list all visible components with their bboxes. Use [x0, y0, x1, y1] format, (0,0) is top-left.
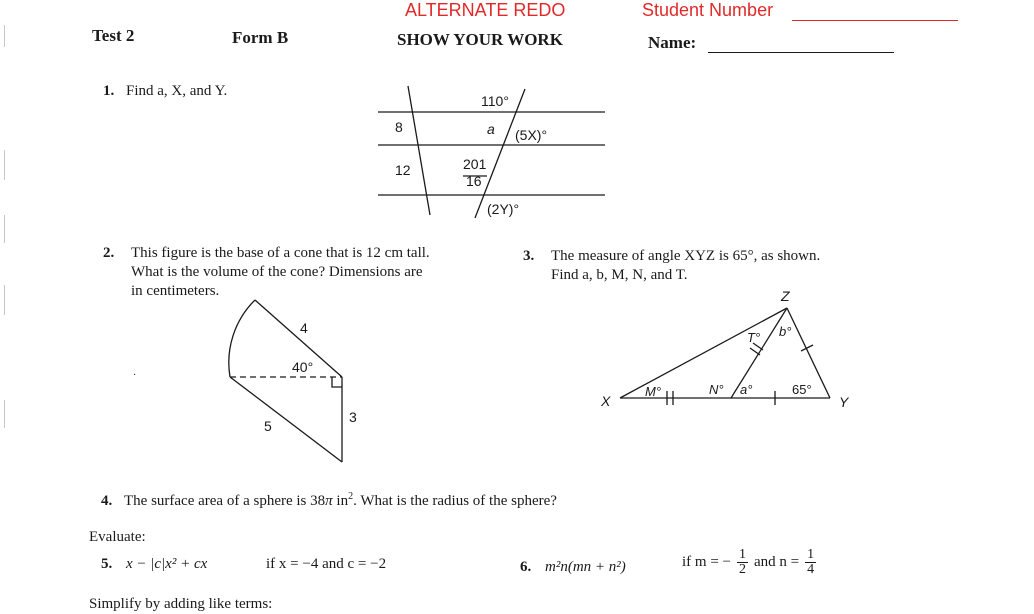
q6 [520, 558, 626, 577]
alternate-redo-label: ALTERNATE REDO [405, 0, 566, 20]
q1-figure [375, 82, 610, 222]
n-denominator: 4 [807, 562, 815, 577]
margin-mark [4, 285, 5, 315]
test-label: Test 2 [92, 26, 135, 45]
q4 [101, 487, 557, 511]
q2-line: in centimeters. [131, 283, 220, 299]
angle-b: b° [779, 324, 792, 339]
q4-text-after: . What is the radius of the sphere? [353, 493, 557, 509]
q3-line: The measure of angle XYZ is 65°, as shown. [551, 248, 821, 264]
q5-number: 5. [101, 556, 113, 572]
q5 [101, 555, 207, 574]
q6-number: 6. [520, 559, 532, 575]
angle-65: 65° [792, 382, 812, 397]
fraction-denominator: 16 [466, 173, 482, 189]
angle-40: 40° [292, 359, 314, 375]
margin-mark [4, 215, 5, 243]
angle-m: M° [645, 384, 662, 399]
q1 [103, 82, 227, 101]
margin-mark [4, 150, 5, 180]
length-12: 12 [395, 162, 411, 178]
fraction-numerator: 201 [463, 156, 487, 172]
q2-line: What is the volume of the cone? Dimensions are [131, 264, 423, 280]
q6-and-n: and n = [754, 554, 800, 570]
evaluate-label: Evaluate: [89, 529, 146, 545]
sector-arc [229, 300, 255, 377]
q3 [523, 247, 534, 266]
q2-line: This figure is the base of a cone that is 12 cm tall. [131, 245, 430, 261]
name-line [708, 52, 894, 53]
q2-number: 2. [103, 245, 115, 261]
angle-a: a [487, 121, 495, 137]
q3-line: Find a, b, M, N, and T. [551, 267, 688, 283]
q1-number: 1. [103, 83, 115, 99]
length-3: 3 [349, 409, 357, 425]
m-fraction [737, 548, 748, 577]
q6-if-m: if m = − [682, 554, 731, 570]
angle-2y: (2Y)° [487, 201, 520, 217]
q5-condition: if x = −4 and c = −2 [266, 556, 387, 572]
length-5: 5 [264, 418, 272, 434]
q1-text: Find a, X, and Y. [126, 83, 228, 99]
q2-text [131, 244, 430, 301]
angle-a: a° [740, 382, 753, 397]
angle-5x: (5X)° [515, 127, 548, 143]
q5-expression: x − |c|x² + cx [126, 556, 208, 572]
name-label: Name: [648, 33, 697, 52]
q4-unit: in [332, 493, 349, 509]
m-denominator: 2 [739, 562, 746, 577]
side-5 [230, 377, 342, 462]
q2 [103, 244, 114, 263]
q4-exponent: 2 [348, 491, 354, 502]
student-number-label: Student Number [642, 0, 774, 20]
margin-mark [4, 400, 5, 428]
radius-4: 4 [300, 320, 308, 336]
q4-text-before: The surface area of a sphere is 38 [124, 493, 326, 509]
simplify-label: Simplify by adding like terms: [89, 596, 273, 612]
q6-expression: m²n(mn + n²) [545, 559, 626, 575]
q6-condition [682, 548, 816, 577]
stray-dot: · [133, 370, 137, 381]
show-work-label: SHOW YOUR WORK [397, 30, 563, 49]
q3-number: 3. [523, 248, 535, 264]
q3-text [551, 247, 820, 285]
angle-t: T° [747, 330, 761, 345]
angle-n: N° [709, 382, 724, 397]
tick-mark [750, 348, 760, 355]
form-label: Form B [232, 28, 289, 47]
n-fraction [805, 548, 816, 577]
pi-symbol: π [325, 493, 333, 509]
right-angle-mark [332, 377, 342, 387]
q2-figure [220, 295, 370, 470]
margin-mark [4, 25, 5, 47]
q4-number: 4. [101, 493, 113, 509]
q3-figure [595, 283, 855, 413]
vertex-z: Z [781, 288, 790, 304]
n-numerator: 1 [807, 547, 815, 562]
student-number-line [792, 20, 958, 21]
vertex-x: X [601, 393, 611, 409]
length-8: 8 [395, 119, 403, 135]
m-numerator: 1 [739, 547, 746, 562]
vertex-y: Y [839, 394, 849, 410]
angle-110: 110° [481, 93, 509, 109]
